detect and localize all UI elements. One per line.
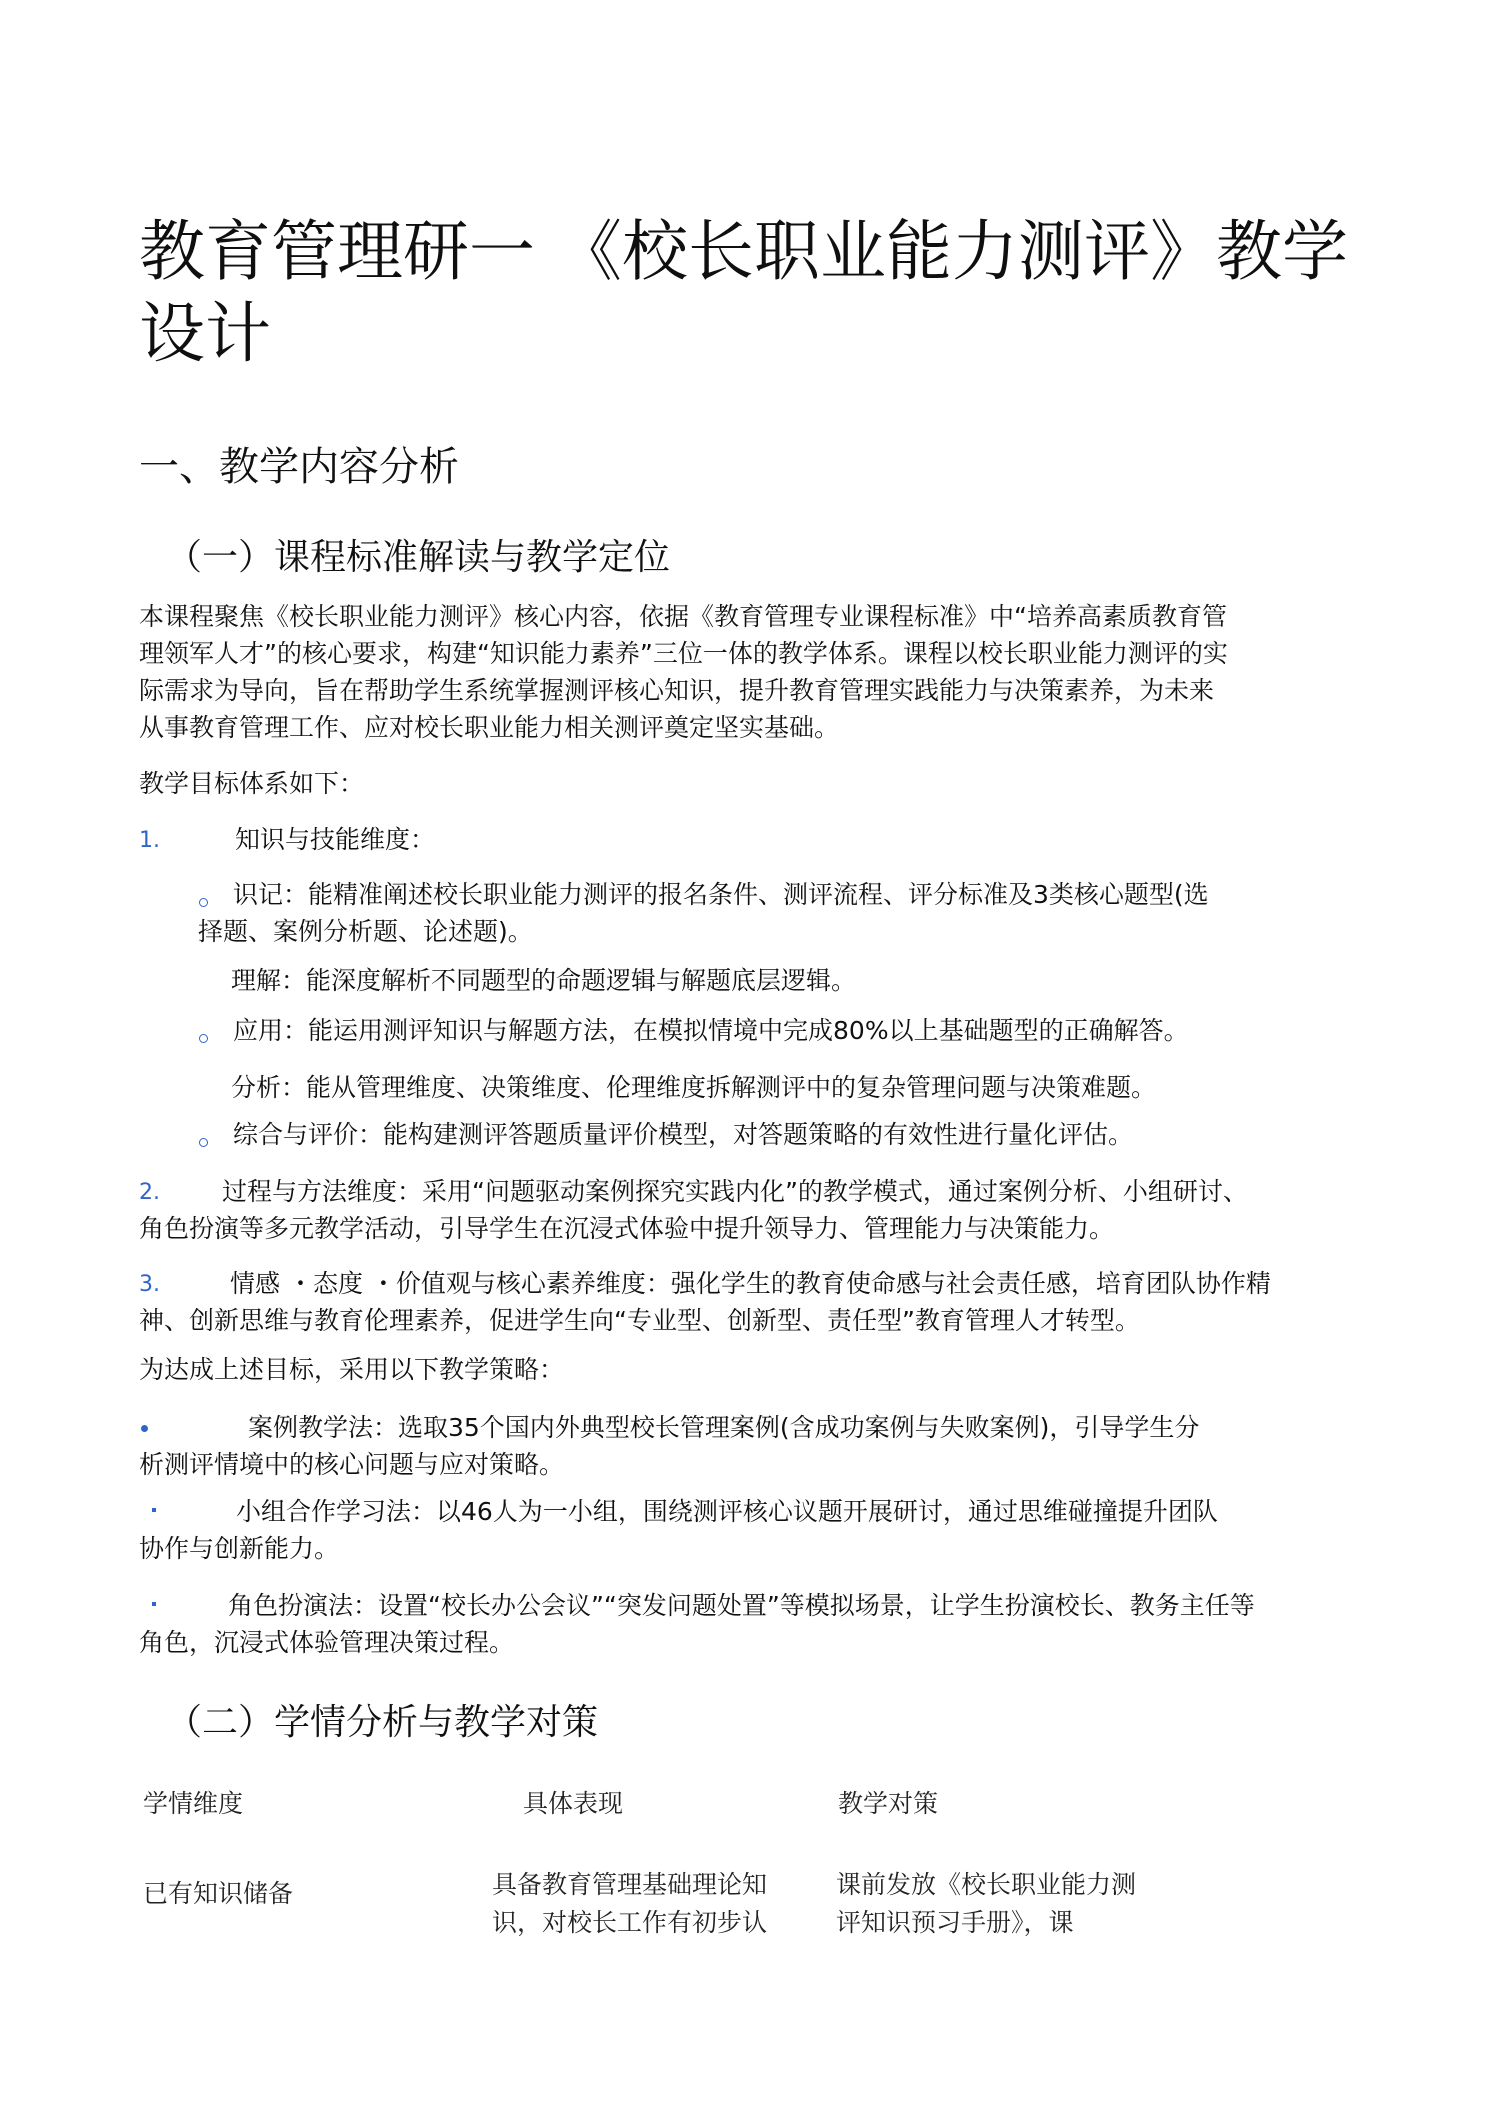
section-heading: 一、教学内容分析 [139, 444, 459, 490]
table-cell-dimension: 已有知识储备 [143, 1879, 294, 1908]
strategy-1-line1: 案例教学法：选取35个国内外典型校长管理案例(含成功案例与失败案例)，引导学生分 [248, 1413, 1200, 1442]
table-cell-performance: 具备教育管理基础理论知识，对校长工作有初步认 [492, 1870, 768, 1937]
document-title-line1: 教育管理研一 《校长职业能力测评》教学 [139, 213, 1348, 290]
goal1-item-5: 综合与评价：能构建测评答题质量评价模型，对答题策略的有效性进行量化评估。 [233, 1120, 1134, 1149]
goal1-item-1-line2: 择题、案例分析题、论述题)。 [198, 917, 533, 946]
intro-line-2: 理领军人才”的核心要求，构建“知识能力素养”三位一体的教学体系。课程以校长职业能力测评的实 [139, 639, 1228, 668]
bullet-dot-icon [141, 1425, 148, 1432]
goal2-line1: 过程与方法维度：采用“问题驱动案例探究实践内化”的教学模式，通过案例分析、小组研讨、 [222, 1177, 1248, 1206]
circle-bullet-icon [199, 1034, 208, 1043]
circle-bullet-icon [199, 898, 208, 907]
goal3-line1: 情感 ・态度 ・价值观与核心素养维度：强化学生的教育使命感与社会责任感，培育团队协作精 [230, 1269, 1271, 1298]
list-number-2: 2. [139, 1180, 160, 1205]
strategy-3-line1: 角色扮演法：设置“校长办公会议”“突发问题处置”等模拟场景，让学生扮演校长、教务主任等 [228, 1591, 1255, 1620]
goal1-item-2: 理解：能深度解析不同题型的命题逻辑与解题底层逻辑。 [231, 966, 857, 995]
list-number-3: 3. [139, 1272, 160, 1297]
table-header-dimension: 学情维度 [143, 1789, 244, 1818]
bullet-square-icon [152, 1602, 156, 1606]
subsection-heading-2: （二）学情分析与教学对策 [166, 1702, 599, 1743]
intro-line-1: 本课程聚焦《校长职业能力测评》核心内容，依据《教育管理专业课程标准》中“培养高素质教育管 [139, 602, 1227, 631]
strategy-1-line2: 析测评情境中的核心问题与应对策略。 [139, 1450, 565, 1479]
goals-lead: 教学目标体系如下： [139, 769, 365, 798]
intro-line-3: 际需求为导向，旨在帮助学生系统掌握测评核心知识，提升教育管理实践能力与决策素养，为未来 [139, 676, 1215, 705]
table-cell-strategy: 课前发放《校长职业能力测评知识预习手册》，课 [836, 1870, 1137, 1937]
bullet-square-icon [152, 1508, 156, 1512]
list-number-1: 1. [139, 828, 160, 853]
document-title-line2: 设计 [139, 295, 271, 372]
goal1-item-1-line1: 识记：能精准阐述校长职业能力测评的报名条件、测评流程、评分标准及3类核心题型(选 [233, 880, 1209, 909]
goal2-line2: 角色扮演等多元教学活动，引导学生在沉浸式体验中提升领导力、管理能力与决策能力。 [139, 1214, 1115, 1243]
subsection-heading-1: （一）课程标准解读与教学定位 [166, 537, 671, 578]
goal1-item-4: 分析：能从管理维度、决策维度、伦理维度拆解测评中的复杂管理问题与决策难题。 [231, 1073, 1157, 1102]
strategy-2-line2: 协作与创新能力。 [139, 1534, 340, 1563]
goal1-title: 知识与技能维度： [235, 825, 436, 854]
strategy-3-line2: 角色，沉浸式体验管理决策过程。 [139, 1628, 515, 1657]
strategy-2-line1: 小组合作学习法：以46人为一小组，围绕测评核心议题开展研讨，通过思维碰撞提升团队 [236, 1497, 1218, 1526]
goal3-line2: 神、创新思维与教育伦理素养，促进学生向“专业型、创新型、责任型”教育管理人才转型。 [139, 1306, 1140, 1335]
intro-line-4: 从事教育管理工作、应对校长职业能力相关测评奠定坚实基础。 [139, 713, 840, 742]
goal1-item-3: 应用：能运用测评知识与解题方法，在模拟情境中完成80%以上基础题型的正确解答。 [233, 1016, 1189, 1045]
table-header-strategy: 教学对策 [838, 1789, 939, 1818]
circle-bullet-icon [199, 1138, 208, 1147]
strategy-lead: 为达成上述目标，采用以下教学策略： [139, 1355, 565, 1384]
table-header-performance: 具体表现 [523, 1789, 624, 1818]
